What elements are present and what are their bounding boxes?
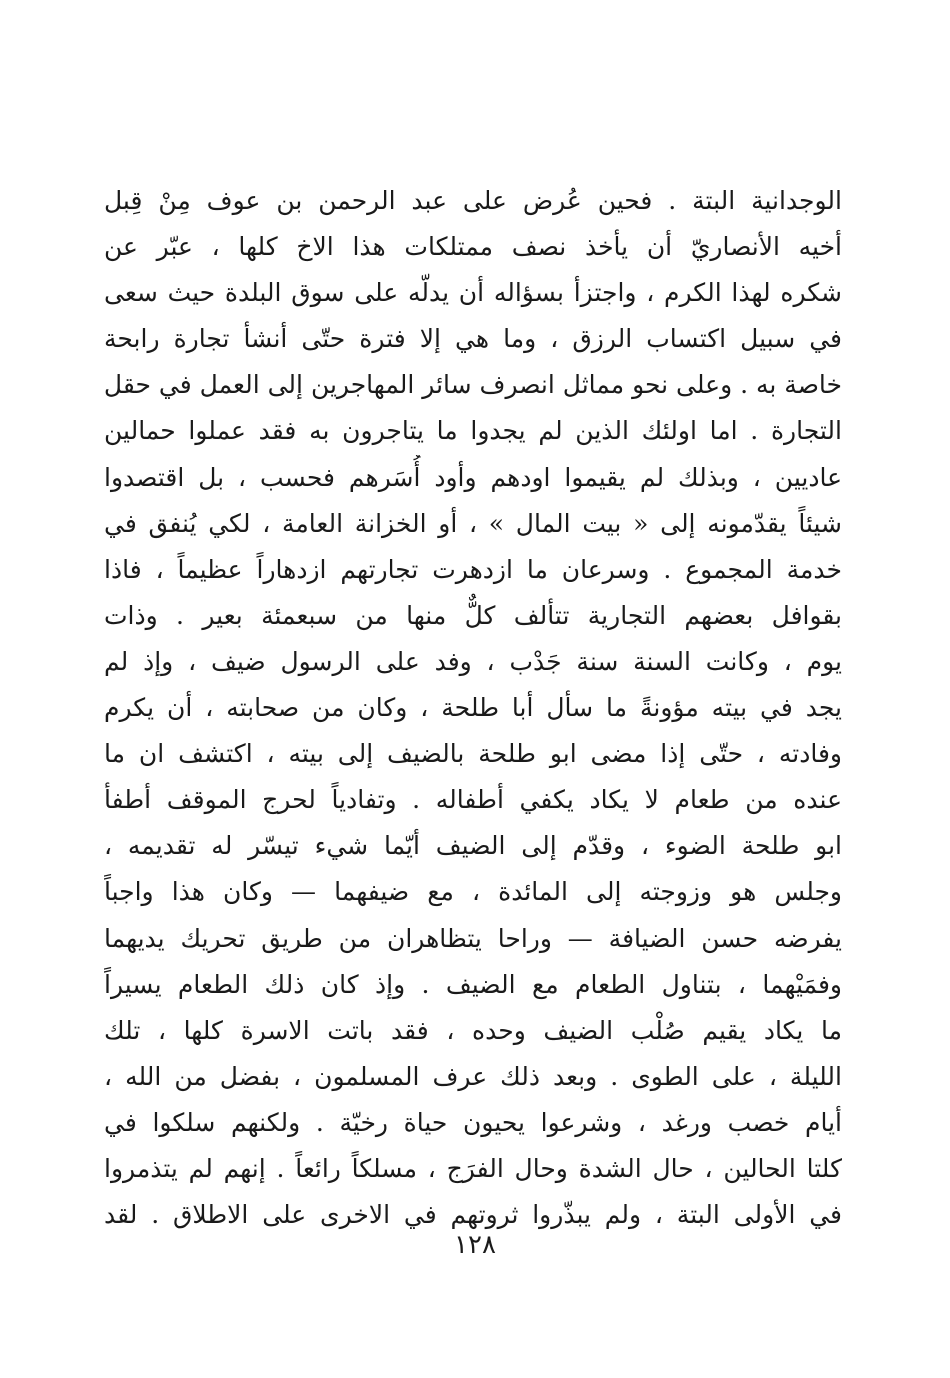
text-line: التجارة . اما اولئك الذين لم يجدوا ما يتاجرون به فقد عملوا حمالين: [104, 416, 842, 446]
text-line: شيئاً يقدّمونه إلى « بيت المال » ، أو الخزانة العامة ، لكي يُنفق في: [104, 508, 842, 538]
text-line: أخيه الأنصاريّ أن يأخذ نصف ممتلكات هذا الاخ كلها ، عبّر عن: [104, 232, 842, 262]
text-line: خدمة المجموع . وسرعان ما ازدهرت تجارتهم ازدهاراً عظيماً ، فاذا: [104, 554, 842, 584]
text-line: عنده من طعام لا يكاد يكفي أطفاله . وتفادياً لحرج الموقف أطفأ: [104, 785, 842, 815]
text-line: وجلس هو وزوجته إلى المائدة ، مع ضيفهما — وكان هذا واجباً: [104, 877, 842, 907]
page-number: ١٢٨: [454, 1230, 496, 1260]
text-line: الوجدانية البتة . فحين عُرض على عبد الرحمن بن عوف مِنْ قِبل: [104, 186, 842, 215]
text-line: يفرضه حسن الضيافة — وراحا يتظاهران من طريق تحريك يديهما: [104, 923, 842, 953]
text-line: كلتا الحالين ، حال الشدة وحال الفرَج ، مسلكاً رائعاً . إنهم لم يتذمروا: [104, 1153, 842, 1183]
text-line: وفمَيْهما ، بتناول الطعام مع الضيف . وإذ كان ذلك الطعام يسيراً: [104, 969, 842, 999]
text-line: خاصة به . وعلى نحو مماثل انصرف سائر المهاجرين إلى العمل في حقل: [104, 370, 842, 400]
text-line: ابو طلحة الضوء ، وقدّم إلى الضيف أيّما شيء تيسّر له تقديمه ،: [104, 831, 842, 861]
text-line: عاديين ، وبذلك لم يقيموا اودهم وأود أُسَرهم فحسب ، بل اقتصدوا: [104, 462, 842, 492]
text-line: الليلة ، على الطوى . وبعد ذلك عرف المسلمون ، بفضل من الله ،: [104, 1061, 842, 1091]
text-line: ما يكاد يقيم صُلْب الضيف وحده ، فقد باتت الاسرة كلها ، تلك: [104, 1015, 842, 1045]
text-line: في الأولى البتة ، ولم يبذّروا ثروتهم في الاخرى على الاطلاق . لقد: [104, 1200, 842, 1230]
text-line: أيام خصب ورغد ، وشرعوا يحيون حياة رخيّة . ولكنهم سلكوا في: [104, 1107, 842, 1137]
text-line: يوم ، وكانت السنة سنة جَدْب ، وفد على الرسول ضيف ، وإذ لم: [104, 646, 842, 676]
body-text: [104, 178, 842, 1238]
text-line: شكره لهذا الكرم ، واجتزأ بسؤاله أن يدلّه على سوق البلدة حيث سعى: [104, 278, 842, 308]
text-line: بقوافل بعضهم التجارية تتألف كلٌّ منها من سبعمئة بعير . وذات: [104, 600, 842, 630]
text-line: وفادته ، حتّى إذا مضى ابو طلحة بالضيف إلى بيته ، اكتشف ان ما: [104, 739, 842, 769]
text-line: يجد في بيته مؤونةً ما سأل أبا طلحة ، وكان من صحابته ، أن يكرم: [104, 693, 842, 723]
text-line: في سبيل اكتساب الرزق ، وما هي إلا فترة حتّى أنشأ تجارة رابحة: [104, 324, 842, 354]
